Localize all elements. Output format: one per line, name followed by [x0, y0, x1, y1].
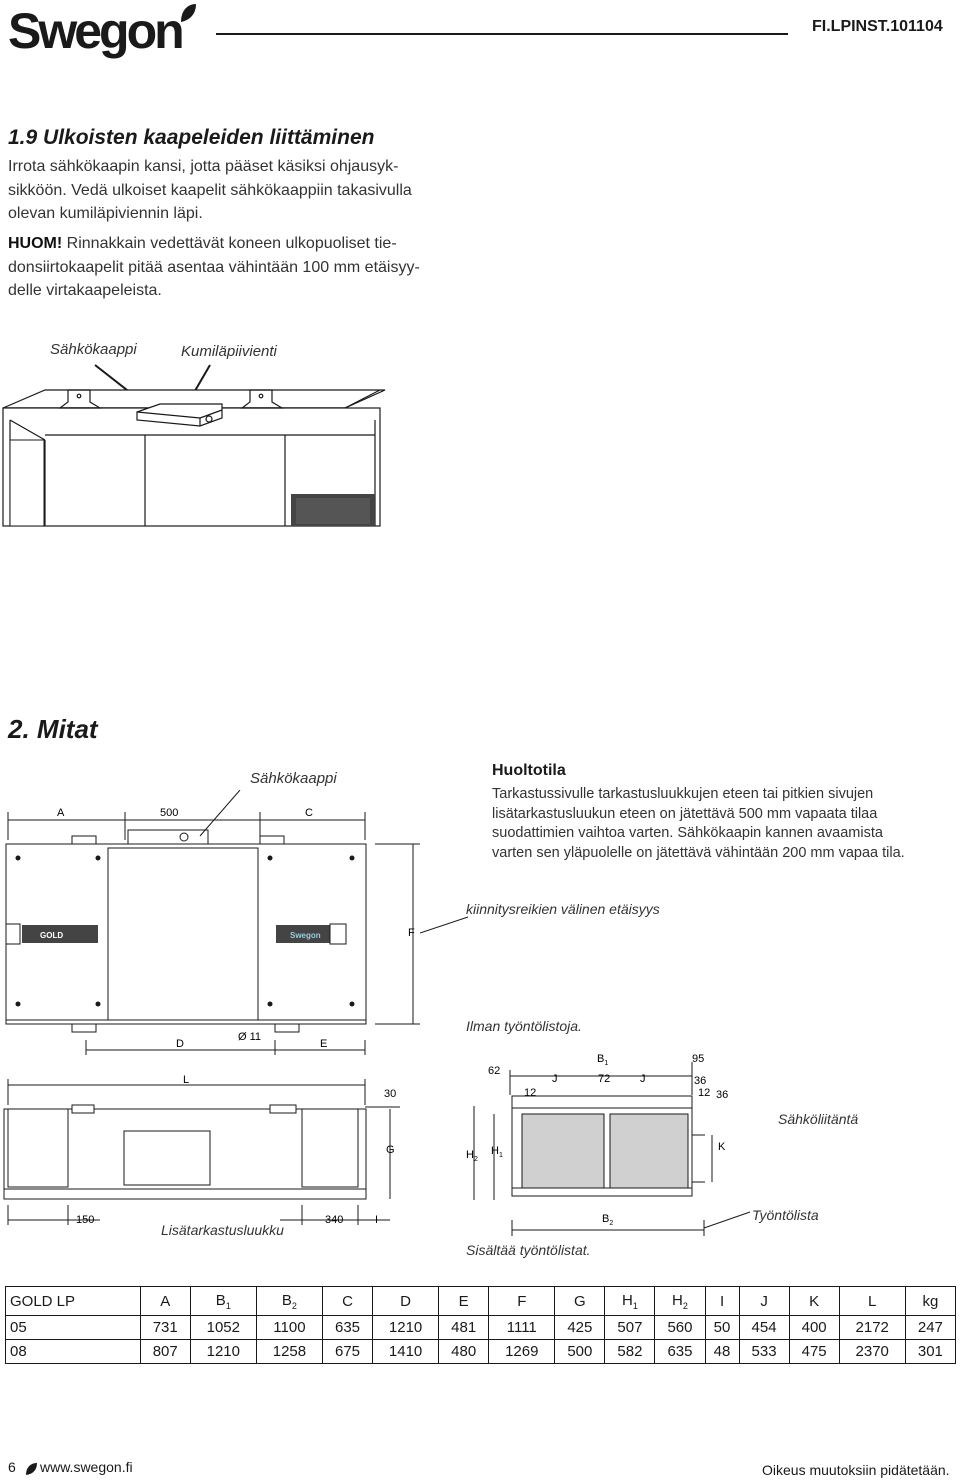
header-rule: [216, 33, 788, 35]
section-title-cables: 1.9 Ulkoisten kaapeleiden liittäminen: [8, 126, 375, 149]
gold-badge-text: GOLD: [40, 931, 64, 940]
table-header-cell: F: [489, 1287, 555, 1316]
table-header-cell: $B_2$: [256, 1287, 322, 1316]
table-header-cell: C: [322, 1287, 372, 1316]
text-line: olevan kumiläpiviennin läpi.: [8, 205, 203, 222]
table-cell: 481: [439, 1316, 489, 1340]
table-header-cell: $H_2$: [655, 1287, 705, 1316]
front-view-drawing: [0, 790, 440, 1060]
table-header-cell: J: [739, 1287, 789, 1316]
service-space-title: Huoltotila: [492, 762, 566, 779]
text-line: sikköön. Vedä ulkoiset kaapelit sähkökaappiin takasivulla: [8, 181, 412, 199]
dim-D: D: [176, 1038, 184, 1050]
table-cell: 05: [6, 1316, 141, 1340]
table-header-cell: E: [439, 1287, 489, 1316]
label-mount-hole-distance: kiinnitysreikien välinen etäisyys: [466, 901, 660, 917]
dim-E: E: [320, 1038, 328, 1050]
dim-36a: 36: [694, 1075, 707, 1087]
dim-L: L: [183, 1074, 190, 1086]
table-cell: 1410: [373, 1340, 439, 1364]
text-line: suodattimien vaihtoa varten. Sähkökaapin kannen avaamista: [492, 825, 883, 841]
table-cell: 635: [322, 1316, 372, 1340]
dim-62: 62: [488, 1065, 501, 1077]
service-space-text: [492, 785, 957, 863]
table-cell: 560: [655, 1316, 705, 1340]
table-cell: 48: [705, 1340, 739, 1364]
table-cell: 1052: [190, 1316, 256, 1340]
dim-J1: J: [552, 1073, 558, 1085]
table-cell: 2172: [839, 1316, 905, 1340]
table-header-cell: D: [373, 1287, 439, 1316]
table-cell: 475: [789, 1340, 839, 1364]
leaf-icon: [178, 2, 198, 24]
table-header-cell: GOLD LP: [6, 1287, 141, 1316]
footer-disclaimer: Oikeus muutoksiin pidätetään.: [762, 1462, 950, 1478]
dim-B2: $B_2$: [602, 1213, 614, 1227]
table-cell: 635: [655, 1340, 705, 1364]
dim-36b: 36: [716, 1089, 729, 1101]
table-cell: 2370: [839, 1340, 905, 1364]
label-electrical-cabinet: Sähkökaappi: [50, 341, 137, 358]
dim-G: G: [386, 1144, 395, 1156]
end-view-drawing: [460, 1050, 750, 1210]
label-includes-rails: Sisältää työntölistat.: [466, 1242, 591, 1258]
label-electric-connection: Sähköliitäntä: [778, 1111, 859, 1127]
table-cell: 301: [905, 1340, 955, 1364]
table-cell: 533: [739, 1340, 789, 1364]
table-header-cell: A: [140, 1287, 190, 1316]
table-cell: 454: [739, 1316, 789, 1340]
label-extra-hatch: Lisätarkastusluukku: [161, 1222, 284, 1238]
table-cell: 1111: [489, 1316, 555, 1340]
label-push-rail: Työntölista: [752, 1207, 819, 1223]
dim-J2: J: [640, 1073, 646, 1085]
dim-F: F: [408, 927, 415, 939]
dim-150: 150: [76, 1214, 95, 1226]
leaf-icon: [24, 1462, 38, 1476]
table-cell: 425: [555, 1316, 605, 1340]
table-cell: 400: [789, 1316, 839, 1340]
table-cell: 1269: [489, 1340, 555, 1364]
table-cell: 675: [322, 1340, 372, 1364]
end-view-bottom-dims: [460, 1200, 760, 1245]
text-line: delle virtakaapeleista.: [8, 282, 162, 299]
dim-I: I: [375, 1214, 379, 1226]
text-line: Tarkastussivulle tarkastusluukkujen eteen tai pitkien sivujen: [492, 786, 874, 802]
table-cell: 08: [6, 1340, 141, 1364]
table-header-cell: I: [705, 1287, 739, 1316]
website-link[interactable]: www.swegon.fi: [40, 1459, 133, 1475]
table-cell: 507: [605, 1316, 655, 1340]
page-number: 6: [8, 1459, 16, 1475]
table-cell: 1100: [256, 1316, 322, 1340]
dim-H1: $H_1$: [491, 1145, 503, 1159]
table-header-cell: $B_1$: [190, 1287, 256, 1316]
table-header-cell: L: [839, 1287, 905, 1316]
swegon-logo: Swegon: [8, 3, 182, 59]
table-cell: 1210: [373, 1316, 439, 1340]
dim-340: 340: [325, 1214, 344, 1226]
dim-H2: $H_2$: [466, 1149, 478, 1163]
table-cell: 1210: [190, 1340, 256, 1364]
paragraph-cabinet-instructions: [8, 155, 412, 226]
dim-B1: $B_1$: [597, 1053, 609, 1067]
text-line: varten sen yläpuolelle on jätettävä vähintään 200 mm vapaa tila.: [492, 844, 905, 861]
table-header-cell: kg: [905, 1287, 955, 1316]
dim-diameter: Ø 11: [238, 1031, 262, 1043]
dim-95: 95: [692, 1053, 705, 1065]
dim-A: A: [57, 807, 65, 819]
table-header-cell: $H_1$: [605, 1287, 655, 1316]
table-header-cell: G: [555, 1287, 605, 1316]
text-line: lisätarkastusluukun eteen on jätettävä 500 mm vapaata tilaa: [492, 805, 878, 822]
document-code: FI.LPINST.101104: [812, 18, 943, 35]
table-cell: 731: [140, 1316, 190, 1340]
table-header-row: [6, 1287, 956, 1316]
dim-500: 500: [160, 807, 179, 819]
dim-72: 72: [598, 1073, 611, 1085]
dim-30: 30: [384, 1088, 397, 1100]
dim-12a: 12: [524, 1087, 537, 1099]
label-without-rails: Ilman työntölistoja.: [466, 1018, 582, 1034]
table-cell: 50: [705, 1316, 739, 1340]
label-cabinet-front: Sähkökaappi: [250, 770, 337, 787]
dimension-table: [5, 1286, 956, 1364]
table-cell: 500: [555, 1340, 605, 1364]
dim-K: K: [718, 1141, 726, 1153]
swegon-badge-text: Swegon: [290, 931, 321, 940]
section-title-dimensions: 2. Mitat: [8, 714, 98, 744]
dim-C: C: [305, 807, 313, 819]
text-line: donsiirtokaapelit pitää asentaa vähintään 100 mm etäisyy-: [8, 258, 420, 276]
label-grommet: Kumiläpiivienti: [181, 343, 277, 360]
table-cell: 247: [905, 1316, 955, 1340]
mount-distance-leader: [420, 915, 480, 935]
table-row: [6, 1316, 956, 1340]
paragraph-note: [8, 232, 420, 303]
table-row: [6, 1340, 956, 1364]
table-cell: 480: [439, 1340, 489, 1364]
dim-12b: 12: [698, 1087, 711, 1099]
text-line: Irrota sähkökaapin kansi, jotta pääset käsiksi ohjausyk-: [8, 158, 399, 175]
unit-top-drawing: [0, 360, 390, 528]
table-cell: 582: [605, 1340, 655, 1364]
side-view-drawing: [0, 1065, 400, 1235]
note-label: HUOM!: [8, 235, 63, 252]
table-cell: 807: [140, 1340, 190, 1364]
table-cell: 1258: [256, 1340, 322, 1364]
table-header-cell: K: [789, 1287, 839, 1316]
text-line: Rinnakkain vedettävät koneen ulkopuoliset tie-: [62, 235, 397, 252]
